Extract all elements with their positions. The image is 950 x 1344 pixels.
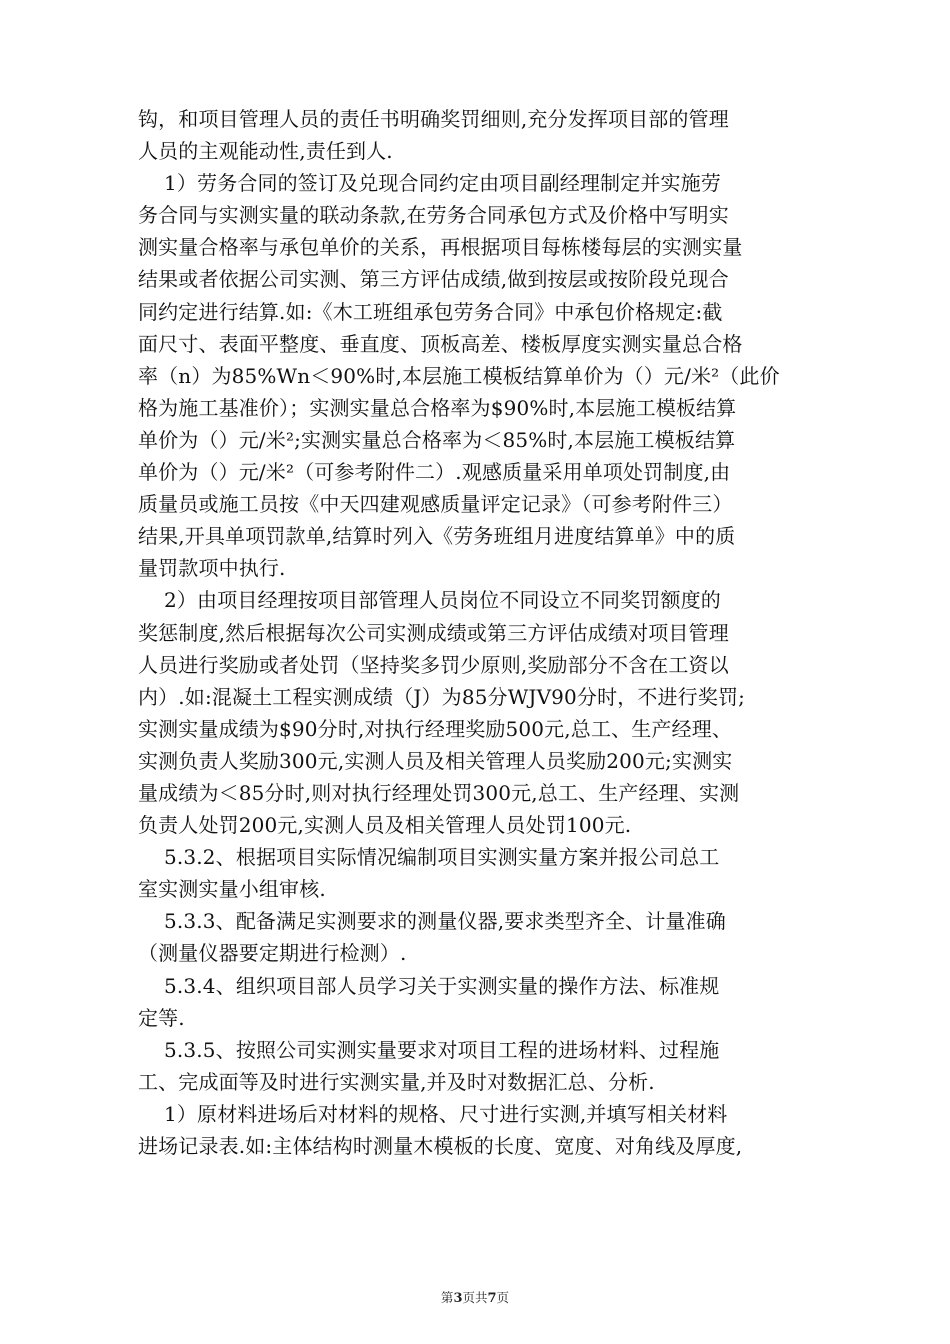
- text-line: 实测实量成绩为$90分时,对执行经理奖励500元,总工、生产经理、: [138, 716, 733, 741]
- text-line: 务合同与实测实量的联动条款,在劳务合同承包方式及价格中写明实: [138, 203, 729, 228]
- footer-middle: 页共: [462, 1290, 488, 1305]
- text-line: 2）由项目经理按项目部管理人员岗位不同设立不同奖罚额度的: [138, 588, 721, 613]
- page-footer: [0, 1288, 950, 1306]
- text-line: 单价为（）元/米²（可参考附件二）.观感质量采用单项处罚制度,由: [138, 460, 731, 485]
- text-line: 结果,开具单项罚款单,结算时列入《劳务班组月进度结算单》中的质: [138, 524, 736, 549]
- text-line: 人员的主观能动性,责任到人.: [138, 139, 393, 164]
- text-line: 5.3.2、根据项目实际情况编制项目实测实量方案并报公司总工: [138, 845, 720, 870]
- current-page-number: 3: [453, 1291, 463, 1306]
- body-text: [138, 103, 838, 1162]
- text-line: 工、完成面等及时进行实测实量,并及时对数据汇总、分析.: [138, 1069, 655, 1094]
- text-line: 人员进行奖励或者处罚（坚持奖多罚少原则,奖励部分不含在工资以: [138, 652, 729, 677]
- text-line: 5.3.4、组织项目部人员学习关于实测实量的操作方法、标准规: [138, 973, 720, 998]
- text-line: （测量仪器要定期进行检测）.: [138, 941, 407, 966]
- text-line: 格为施工基准价）；实测实量总合格率为$90%时,本层施工模板结算: [138, 395, 737, 420]
- text-line: 5.3.5、按照公司实测实量要求对项目工程的进场材料、过程施: [138, 1037, 720, 1062]
- text-line: 负责人处罚200元,实测人员及相关管理人员处罚100元.: [138, 813, 632, 838]
- text-line: 量罚款项中执行.: [138, 556, 286, 581]
- footer-suffix: 页: [496, 1290, 510, 1305]
- text-line: 质量员或施工员按《中天四建观感质量评定记录》（可参考附件三）: [138, 492, 733, 517]
- text-line: 实测负责人奖励300元,实测人员及相关管理人员奖励200元;实测实: [138, 748, 733, 773]
- text-line: 量成绩为＜85分时,则对执行经理处罚300元,总工、生产经理、实测: [138, 780, 740, 805]
- text-line: 1）原材料进场后对材料的规格、尺寸进行实测,并填写相关材料: [138, 1101, 728, 1126]
- text-line: 测实量合格率与承包单价的关系，再根据项目每栋楼每层的实测实量: [138, 235, 743, 260]
- total-page-number: 7: [487, 1291, 497, 1306]
- text-line: 单价为（）元/米²;实测实量总合格率为＜85%时,本层施工模板结算: [138, 427, 736, 452]
- text-line: 1）劳务合同的签订及兑现合同约定由项目副经理制定并实施劳: [138, 171, 721, 196]
- text-line: 定等.: [138, 1005, 185, 1030]
- text-line: 内）.如:混凝土工程实测成绩（J）为85分WJV90分时，不进行奖罚;: [138, 684, 746, 709]
- text-line: 5.3.3、配备满足实测要求的测量仪器,要求类型齐全、计量准确: [138, 909, 726, 934]
- text-line: 同约定进行结算.如:《木工班组承包劳务合同》中承包价格规定:截: [138, 299, 723, 324]
- text-line: 率（n）为85%Wn＜90%时,本层施工模板结算单价为（）元/米²（此价: [138, 363, 780, 388]
- text-line: 钩，和项目管理人员的责任书明确奖罚细则,充分发挥项目部的管理: [138, 107, 729, 131]
- footer-prefix: 第: [440, 1290, 454, 1305]
- text-line: 奖惩制度,然后根据每次公司实测成绩或第三方评估成绩对项目管理: [138, 620, 729, 645]
- text-line: 进场记录表.如:主体结构时测量木模板的长度、宽度、对角线及厚度,: [138, 1134, 743, 1158]
- text-line: 室实测实量小组审核.: [138, 877, 326, 902]
- text-line: 结果或者依据公司实测、第三方评估成绩,做到按层或按阶段兑现合: [138, 267, 729, 292]
- text-line: 面尺寸、表面平整度、垂直度、顶板高差、楼板厚度实测实量总合格: [138, 331, 743, 356]
